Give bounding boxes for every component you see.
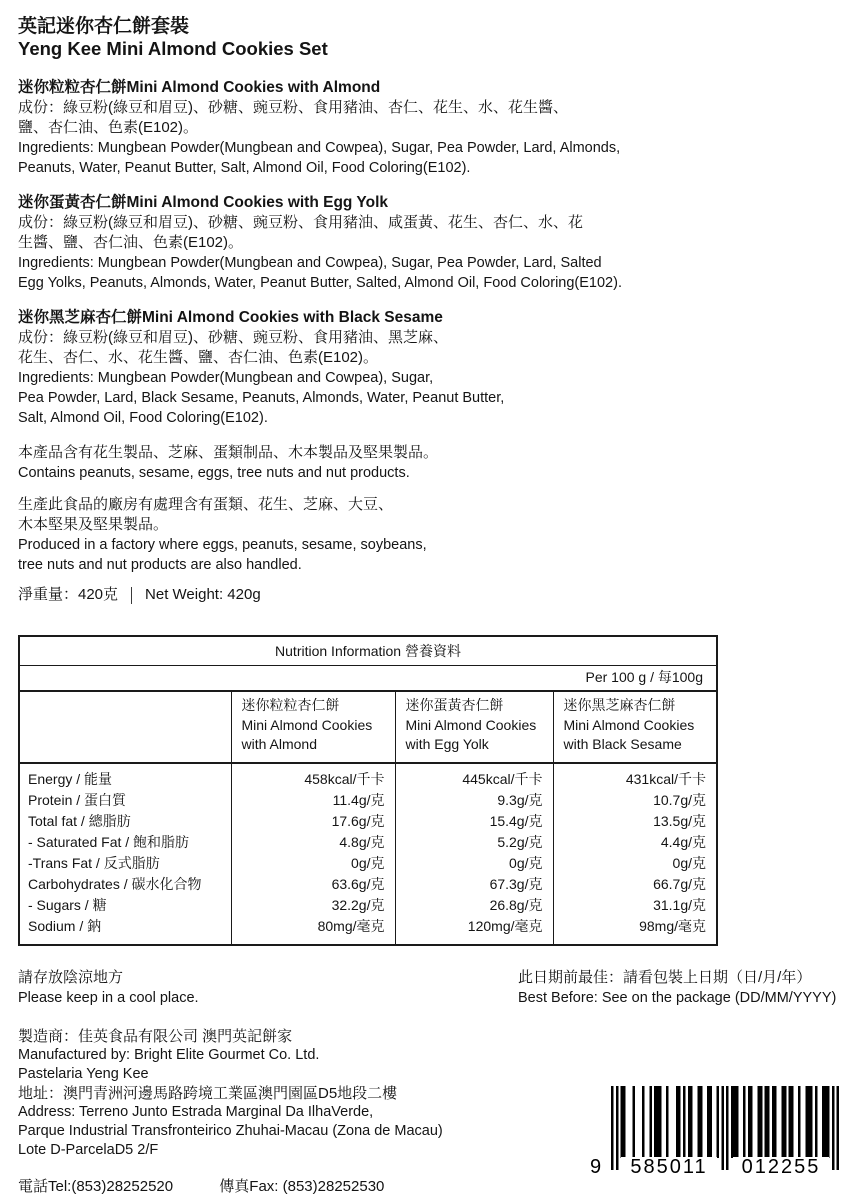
column-line: Mini Almond Cookies: [241, 716, 373, 733]
row-label: -Trans Fat / 反式脂肪: [28, 854, 160, 871]
ingredients-en-line: Ingredients: Mungbean Powder(Mungbean and Cowpea), Sugar,: [18, 370, 434, 386]
notes-row: [18, 968, 840, 1008]
product-heading: 迷你黑芝麻杏仁餅Mini Almond Cookies with Black Sesame: [18, 309, 443, 326]
ingredients-zh-line: 成份：綠豆粉(綠豆和眉豆)、砂糖、豌豆粉、食用豬油、咸蛋黃、花生、杏仁、水、花: [18, 214, 583, 231]
barcode-digits-right: 012255: [733, 1157, 829, 1178]
column-line: 迷你黑芝麻杏仁餅: [563, 697, 676, 713]
address-zh: 地址：澳門青洲河邊馬路跨境工業區澳門園區D5地段二樓: [18, 1084, 398, 1102]
ingredients-zh-line: 成份：綠豆粉(綠豆和眉豆)、砂糖、豌豆粉、食用豬油、黑芝麻、: [18, 329, 448, 346]
column-line: Mini Almond Cookies: [563, 716, 695, 733]
column-line: with Egg Yolk: [405, 736, 489, 752]
column-line: 迷你粒粒杏仁餅: [241, 697, 340, 713]
column-line: with Black Sesame: [563, 736, 682, 752]
factory-en-line: tree nuts and nut products are also handled.: [18, 557, 302, 573]
page-title-zh: 英記迷你杏仁餅套裝: [18, 16, 190, 37]
row-value: 15.4g/克: [395, 811, 553, 832]
net-weight: [18, 585, 840, 605]
nutrition-per-100g: Per 100 g / 每100g: [19, 666, 717, 692]
row-value: 67.3g/克: [395, 874, 553, 895]
row-value: 4.4g/克: [553, 832, 717, 853]
row-value: 9.3g/克: [395, 790, 553, 811]
nutrition-header-empty: [19, 691, 231, 763]
row-value: 120mg/毫克: [395, 916, 553, 945]
ingredients-en-line: Peanuts, Water, Peanut Butter, Salt, Almond Oil, Food Coloring(E102).: [18, 160, 471, 176]
factory-statement: [18, 495, 840, 575]
net-weight-zh: 淨重量：420克: [18, 586, 119, 603]
row-value: 31.1g/克: [553, 895, 717, 916]
row-value: 66.7g/克: [553, 874, 717, 895]
row-value: 10.7g/克: [553, 790, 717, 811]
ingredients-en-line: Pea Powder, Lard, Black Sesame, Peanuts, Almonds, Water, Peanut Butter,: [18, 390, 505, 406]
row-value: 32.2g/克: [231, 895, 395, 916]
ingredients-zh-line: 鹽、杏仁油、色素(E102)。: [18, 119, 199, 136]
storage-en: Please keep in a cool place.: [18, 989, 199, 1006]
address-en-line: Lote D-ParcelaD5 2/F: [18, 1141, 159, 1158]
row-value: 13.5g/克: [553, 811, 717, 832]
table-row-sodium: [19, 916, 717, 945]
row-value: 0g/克: [553, 853, 717, 874]
barcode: [590, 1086, 839, 1178]
net-weight-en: Net Weight: 420g: [145, 586, 261, 603]
row-label: Carbohydrates / 碳水化合物: [28, 875, 202, 892]
ingredients-en-line: Ingredients: Mungbean Powder(Mungbean and Cowpea), Sugar, Pea Powder, Lard, Almonds,: [18, 140, 621, 156]
ingredients-zh-line: 成份：綠豆粉(綠豆和眉豆)、砂糖、豌豆粉、食用豬油、杏仁、花生、水、花生醬、: [18, 99, 568, 116]
product-section-almond: [18, 78, 840, 178]
address-en-line: Address: Terreno Junto Estrada Marginal Da IlhaVerde,: [18, 1103, 374, 1120]
telephone: 電話Tel:(853)28252520: [18, 1177, 174, 1195]
row-value: 98mg/毫克: [553, 916, 717, 945]
ingredients-zh-line: 花生、杏仁、水、花生醬、鹽、杏仁油、色素(E102)。: [18, 349, 379, 366]
row-value: 63.6g/克: [231, 874, 395, 895]
table-row-trans-fat: [19, 853, 717, 874]
allergen-zh: 本產品含有花生製品、芝麻、蛋類制品、木本製品及堅果製品。: [18, 444, 439, 461]
row-label: Sodium / 鈉: [28, 917, 102, 934]
row-value: 11.4g/克: [231, 790, 395, 811]
product-sections: [18, 78, 840, 428]
table-row-energy: [19, 763, 717, 790]
table-row-protein: [19, 790, 717, 811]
best-before-note: [518, 968, 836, 1008]
address-en-line: Parque Industrial Transfronteirico Zhuhai-Macau (Zona de Macau): [18, 1122, 443, 1139]
allergen-en: Contains peanuts, sesame, eggs, tree nuts and nut products.: [18, 465, 410, 481]
best-before-zh: 此日期前最佳：請看包裝上日期（日/月/年）: [518, 968, 812, 986]
ingredients-en-line: Salt, Almond Oil, Food Coloring(E102).: [18, 410, 268, 426]
nutrition-table: [18, 635, 718, 946]
factory-zh-line: 生產此食品的廠房有處理含有蛋類、花生、芝麻、大豆、: [18, 496, 394, 513]
factory-en-line: Produced in a factory where eggs, peanuts, sesame, soybeans,: [18, 537, 427, 553]
ingredients-zh-line: 生醬、鹽、杏仁油、色素(E102)。: [18, 234, 244, 251]
manufactured-by: Manufactured by: Bright Elite Gourmet Co. Ltd.: [18, 1046, 320, 1063]
table-row-carbohydrates: [19, 874, 717, 895]
row-label: - Sugars / 糖: [28, 896, 107, 913]
best-before-en: Best Before: See on the package (DD/MM/YYYY): [518, 989, 837, 1006]
column-line: 迷你蛋黃杏仁餅: [405, 697, 504, 713]
product-section-black-sesame: [18, 308, 840, 428]
allergen-statement: [18, 443, 840, 483]
barcode-digits-mid: 585011: [621, 1157, 717, 1178]
barcode-digit-left: 9: [590, 1156, 604, 1178]
contact-line: [18, 1177, 840, 1197]
product-heading: 迷你粒粒杏仁餅Mini Almond Cookies with Almond: [18, 79, 381, 96]
page-title-en: Yeng Kee Mini Almond Cookies Set: [18, 38, 328, 59]
storage-zh: 請存放陰涼地方: [18, 968, 124, 986]
row-value: 26.8g/克: [395, 895, 553, 916]
factory-zh-line: 木本堅果及堅果製品。: [18, 516, 169, 533]
table-row-total-fat: [19, 811, 717, 832]
nutrition-column-black-sesame: [553, 691, 717, 763]
table-row-sugars: [19, 895, 717, 916]
ingredients-en-line: Ingredients: Mungbean Powder(Mungbean and Cowpea), Sugar, Pea Powder, Lard, Salted: [18, 255, 602, 271]
row-value: 4.8g/克: [231, 832, 395, 853]
table-row-saturated-fat: [19, 832, 717, 853]
column-line: with Almond: [241, 736, 317, 752]
product-section-egg-yolk: [18, 193, 840, 293]
product-heading: 迷你蛋黃杏仁餅Mini Almond Cookies with Egg Yolk: [18, 194, 389, 211]
row-label: Total fat / 總脂肪: [28, 812, 131, 829]
row-label: - Saturated Fat / 飽和脂肪: [28, 833, 190, 850]
column-line: Mini Almond Cookies: [405, 716, 537, 733]
nutrition-table-title: Nutrition Information 營養資料: [19, 636, 717, 666]
fax: 傳真Fax: (853)28252530: [219, 1177, 385, 1195]
nutrition-column-almond: [231, 691, 395, 763]
row-value: 5.2g/克: [395, 832, 553, 853]
row-value: 80mg/毫克: [231, 916, 395, 945]
row-label: Energy / 能量: [28, 770, 113, 787]
ingredients-en-line: Egg Yolks, Peanuts, Almonds, Water, Peanut Butter, Salted, Almond Oil, Food Coloring(E102).: [18, 275, 622, 291]
row-value: 445kcal/千卡: [395, 763, 553, 790]
row-value: 0g/克: [395, 853, 553, 874]
row-value: 17.6g/克: [231, 811, 395, 832]
pastelaria-name: Pastelaria Yeng Kee: [18, 1065, 149, 1082]
row-value: 431kcal/千卡: [553, 763, 717, 790]
row-label: Protein / 蛋白質: [28, 791, 127, 808]
row-value: 458kcal/千卡: [231, 763, 395, 790]
divider-bar: [131, 587, 132, 604]
nutrition-column-egg-yolk: [395, 691, 553, 763]
manufacturer-zh: 製造商：佳英食品有限公司 澳門英記餅家: [18, 1027, 293, 1045]
row-value: 0g/克: [231, 853, 395, 874]
